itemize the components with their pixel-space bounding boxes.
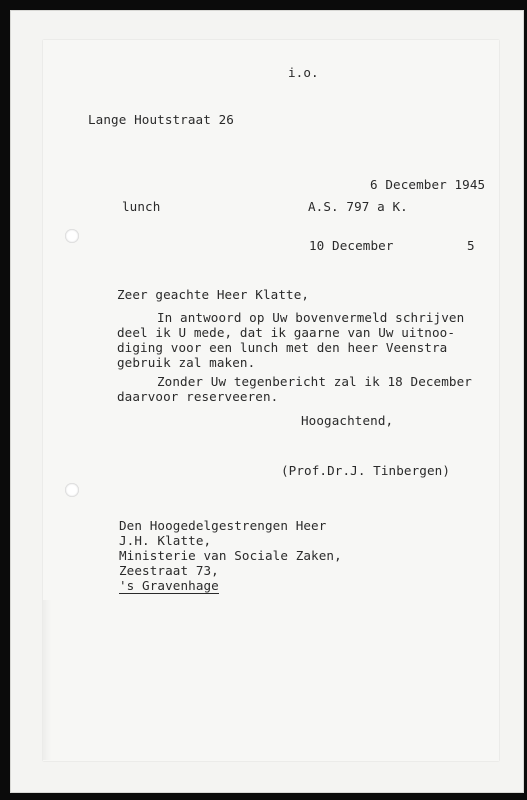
letter-initials: i.o.: [288, 65, 319, 80]
letter-reference: A.S. 797 a K.: [308, 199, 408, 214]
salutation: Zeer geachte Heer Klatte,: [117, 287, 310, 302]
recipient-line: Ministerie van Sociale Zaken,: [119, 548, 342, 563]
recipient-line: Zeestraat 73,: [119, 563, 219, 578]
body-line: Zonder Uw tegenbericht zal ik 18 December: [157, 374, 472, 389]
signature: (Prof.Dr.J. Tinbergen): [281, 463, 451, 478]
letter-date: 6 December 1945: [370, 177, 486, 192]
paper-crease: [43, 600, 51, 760]
closing: Hoogachtend,: [301, 413, 394, 428]
body-line: deel ik U mede, dat ik gaarne van Uw uitnoo-: [117, 325, 456, 340]
punch-hole-bottom: [65, 483, 79, 497]
sender-address: Lange Houtstraat 26: [88, 112, 234, 127]
punch-hole-top: [65, 229, 79, 243]
received-number: 5: [467, 238, 475, 253]
body-line: In antwoord op Uw bovenvermeld schrijven: [157, 310, 465, 325]
received-date: 10 December: [309, 238, 394, 253]
recipient-line: J.H. Klatte,: [119, 533, 212, 548]
letter-sheet: [43, 40, 499, 761]
body-line: diging voor een lunch met den heer Veenstra: [117, 340, 448, 355]
body-line: daarvoor reserveeren.: [117, 389, 279, 404]
recipient-line: Den Hoogedelgestrengen Heer: [119, 518, 327, 533]
body-line: gebruik zal maken.: [117, 355, 256, 370]
letter-subject: lunch: [122, 199, 161, 214]
recipient-city: 's Gravenhage: [119, 578, 219, 593]
